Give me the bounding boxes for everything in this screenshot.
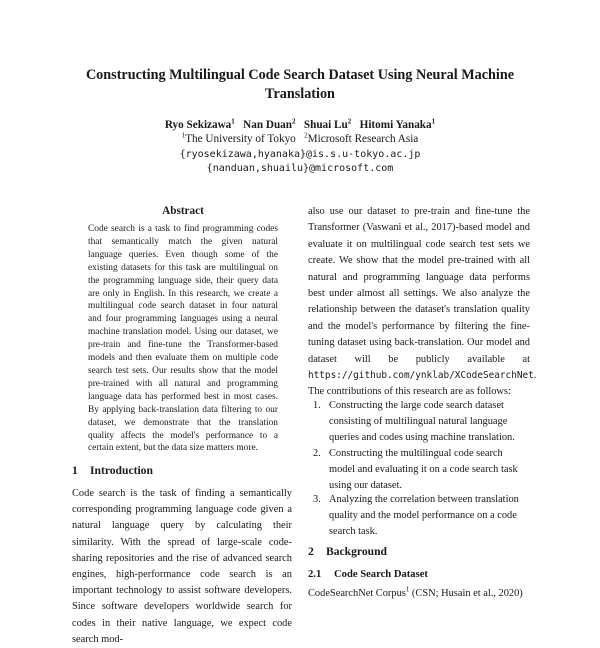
section-number: 1 <box>72 464 78 477</box>
author-name: Ryo Sekizawa <box>164 119 232 131</box>
paper-title: Constructing Multilingual Code Search Dataset Using Neural Machine Translation <box>85 67 515 102</box>
list-number: 2. <box>313 448 321 459</box>
email-address: {ryosekizawa,hyanaka}@is.s.u-tokyo.ac.jp <box>179 149 421 160</box>
section-title: Background <box>326 545 387 558</box>
author-name: Hitomi Yanaka <box>359 119 432 131</box>
list-number: 1. <box>313 400 321 411</box>
list-number: 3. <box>313 494 321 505</box>
subsection-number: 2.1 <box>308 569 322 580</box>
author-name: Nan Duan <box>243 119 292 131</box>
affiliation: Microsoft Research Asia <box>307 133 419 145</box>
section-number: 2 <box>308 545 314 558</box>
introduction-continued-text <box>308 204 537 401</box>
section-title: Introduction <box>90 464 153 477</box>
author-affil-mark: 1 <box>431 117 436 126</box>
affil-mark: 2 <box>304 131 308 140</box>
affiliation-line <box>60 132 540 146</box>
subsection-title: Code Search Dataset <box>334 569 428 580</box>
github-link[interactable]: https://github.com/ynklab/XCodeSearchNet <box>308 370 534 382</box>
affiliation: The University of Tokyo <box>185 133 296 145</box>
abstract-heading: Abstract <box>162 205 204 217</box>
author-list <box>60 118 540 132</box>
abstract-text: Code search is a task to find programming codes that semantically match the given natural language queries. Even though some of the existing datasets for this task are multilingual on the programming language side, their query data are only in English. In this research, we create a multilingual code search dataset in four natural and four programming languages using a neural machine translation model. Using our dataset, we pre-train and fine-tune the Transformer-based models and then evaluate them on multiple code search test sets. Our results show that the model pre-trained with all natural and programming language data has performed best in most cases. By applying back-translation data filtering to our dataset, we demonstrate that the translation quality affects the model's performance to a certain extent, but the data size matters more. <box>88 224 278 454</box>
author-name: Shuai Lu <box>303 119 348 131</box>
list-text: Constructing the multilingual code search model and evaluating it on a code search task using our dataset. <box>329 448 518 492</box>
list-text: Analyzing the correlation between translation quality and the model performance on a code search task. <box>329 494 519 538</box>
author-affil-mark: 1 <box>231 117 235 126</box>
email-address: {nanduan,shuailu}@microsoft.com <box>206 163 394 174</box>
paragraph-text: . The contributions of this research are as follows: <box>308 370 537 398</box>
affil-mark: 1 <box>181 131 186 140</box>
section-heading-introduction <box>72 464 153 477</box>
paragraph-text: also use our dataset to pre-train and fine-tune the Transformer (Vaswani et al., 2017)-based model and evaluate it on multilingual code search test sets we create. We show that the model pre-trained with all natural and programming language data performs best under almost all settings. We also analyze the relationship between the dataset's translation quality and the model's performance by filtering the fine-tuning dataset using back-translation. Our model and dataset will be publicly available at <box>308 206 530 365</box>
author-affil-mark: 2 <box>347 117 352 126</box>
author-affil-mark: 2 <box>291 117 296 126</box>
paragraph-text: CodeSearchNet Corpus <box>308 588 406 599</box>
subsection-heading <box>308 569 428 580</box>
footnote-mark: 1 <box>405 585 410 594</box>
introduction-text: Code search is the task of finding a semantically corresponding programming language code given a natural language query by calculating their similarity. With the spread of large-scale code-sharing repositories and the rise of advanced search engines, high-performance code search is an important technology to assist software developers. Since software developers worldwide search for codes in their native language, we expect code search mod- <box>72 488 292 645</box>
section-heading-background <box>308 545 387 558</box>
list-text: Constructing the large code search dataset consisting of multilingual natural language queries and codes using machine translation. <box>329 400 515 444</box>
paragraph-text: (CSN; Husain et al., 2020) <box>409 588 523 599</box>
